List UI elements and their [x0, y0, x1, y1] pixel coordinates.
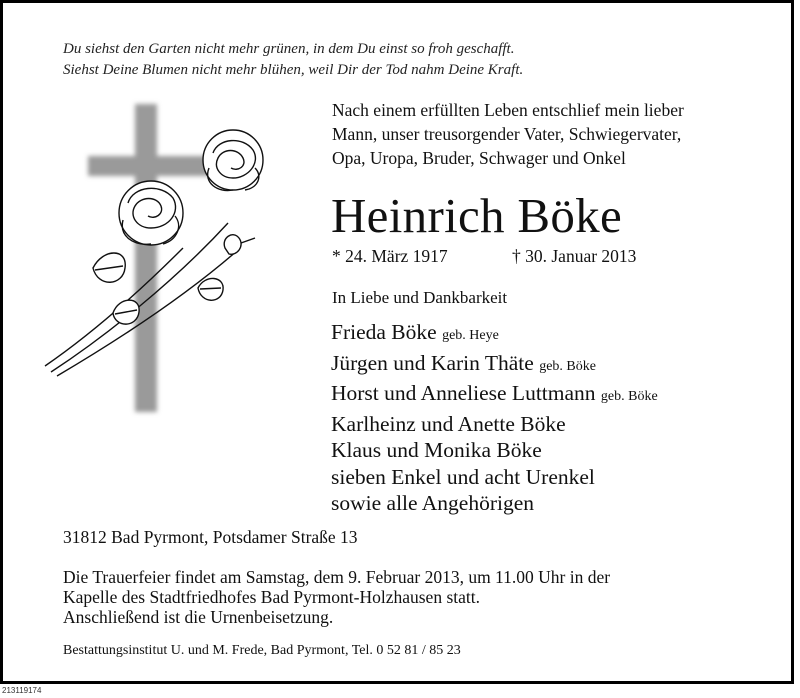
mourner-note: geb. Heye — [442, 328, 499, 343]
mourner-name: Frieda Böke — [331, 320, 437, 344]
cross-and-roses-illustration — [33, 98, 293, 428]
funeral-line-1: Die Trauerfeier findet am Samstag, dem 9. Februar 2013, um 11.00 Uhr in der — [63, 567, 611, 587]
mourner-name: Karlheinz und Anette Böke — [331, 411, 566, 436]
poem — [63, 39, 523, 81]
mourner-entry — [331, 490, 658, 517]
intro-line-2: Mann, unser treusorgender Vater, Schwiegervater, — [332, 124, 682, 144]
mourner-entry — [331, 437, 658, 464]
mourner-name: sowie alle Angehörigen — [331, 491, 535, 515]
mourner-entry — [331, 350, 658, 381]
funeral-line-2: Kapelle des Stadtfriedhofes Bad Pyrmont-Holzhausen statt. — [63, 587, 480, 607]
deceased-name: Heinrich Böke — [331, 188, 623, 243]
address: 31812 Bad Pyrmont, Potsdamer Straße 13 — [63, 527, 358, 547]
poem-line-2: Siehst Deine Blumen nicht mehr blühen, weil Dir der Tod nahm Deine Kraft. — [63, 62, 524, 78]
poem-line-1: Du siehst den Garten nicht mehr grünen, in dem Du einst so froh geschafft. — [63, 41, 515, 57]
mourner-name: Jürgen und Karin Thäte — [331, 350, 534, 375]
death-date: † 30. Januar 2013 — [512, 246, 637, 266]
intro-text — [332, 98, 684, 170]
intro-line-3: Opa, Uropa, Bruder, Schwager und Onkel — [332, 148, 626, 168]
mourner-note: geb. Böke — [600, 389, 658, 404]
intro-line-1: Nach einem erfüllten Leben entschlief mein lieber — [332, 100, 684, 120]
life-dates — [332, 246, 637, 267]
dankbarkeit-line: In Liebe und Dankbarkeit — [332, 288, 508, 307]
mourner-entry — [331, 464, 658, 491]
mourner-name: Horst und Anneliese Luttmann — [331, 381, 596, 405]
ad-code: 213119174 — [2, 686, 42, 695]
mourners-list — [331, 319, 658, 517]
mourner-note: geb. Böke — [539, 358, 596, 374]
funeral-info — [63, 567, 610, 627]
mourner-entry — [331, 380, 658, 411]
mourner-name: Klaus und Monika Böke — [331, 438, 542, 462]
funeral-line-3: Anschließend ist die Urnenbeisetzung. — [63, 607, 334, 627]
mourner-name: sieben Enkel und acht Urenkel — [331, 464, 595, 489]
birth-date: * 24. März 1917 — [332, 246, 448, 266]
undertaker-info: Bestattungsinstitut U. und M. Frede, Bad Pyrmont, Tel. 0 52 81 / 85 23 — [63, 643, 461, 658]
mourner-entry — [331, 319, 658, 350]
mourner-entry — [331, 411, 658, 438]
